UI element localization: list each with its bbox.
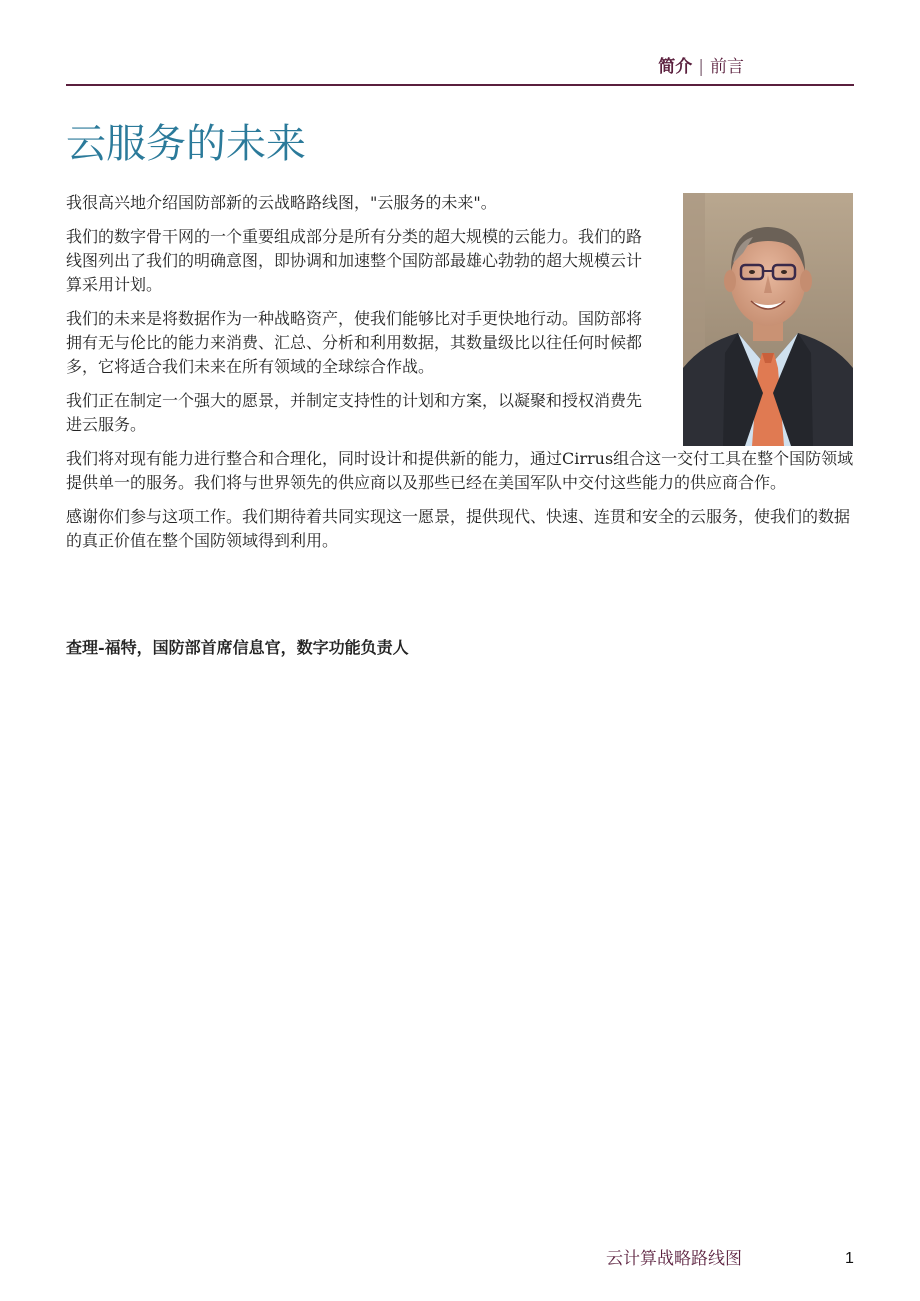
paragraph-backbone: 我们的数字骨干网的一个重要组成部分是所有分类的超大规模的云能力。我们的路线图列出了我们的明确意图，即协调和加速整个国防部最雄心勃勃的超大规模云计算采用计划。 [66, 227, 643, 294]
page-number: 1 [845, 1250, 854, 1267]
header-subsection: 前言 [710, 57, 744, 77]
letter-body [66, 191, 854, 563]
paragraph-data-future: 我们的未来是将数据作为一种战略资产，使我们能够比对手更快地行动。国防部将拥有无与伦比的能力来消费、汇总、分析和利用数据，其数量级比以往任何时候都多，它将适合我们未来在所有领域的全球综合作战。 [66, 309, 643, 376]
footer-document-title: 云计算战略路线图 [606, 1249, 742, 1269]
signature: 查理-福特，国防部首席信息官，数字功能负责人 [66, 638, 409, 657]
paragraph-cirrus: 我们将对现有能力进行整合和合理化，同时设计和提供新的能力，通过Cirrus组合这一交付工具在整个国防领域提供单一的服务。我们将与世界领先的供应商以及那些已经在美国军队中交付这些能力的供应商合作。 [66, 449, 854, 492]
paragraph-vision: 我们正在制定一个强大的愿景，并制定支持性的计划和方案，以凝聚和授权消费先进云服务。 [66, 391, 643, 434]
paragraph-intro: 我很高兴地介绍国防部新的云战略路线图，"云服务的未来"。 [66, 193, 497, 212]
paragraph-thanks: 感谢你们参与这项工作。我们期待着共同实现这一愿景，提供现代、快速、连贯和安全的云服务，使我们的数据的真正价值在整个国防领域得到利用。 [66, 507, 851, 550]
page-title: 云服务的未来 [66, 121, 306, 167]
page-header [658, 56, 744, 78]
header-section: 简介 [658, 57, 693, 77]
header-separator: | [698, 57, 704, 77]
header-rule [66, 84, 854, 86]
